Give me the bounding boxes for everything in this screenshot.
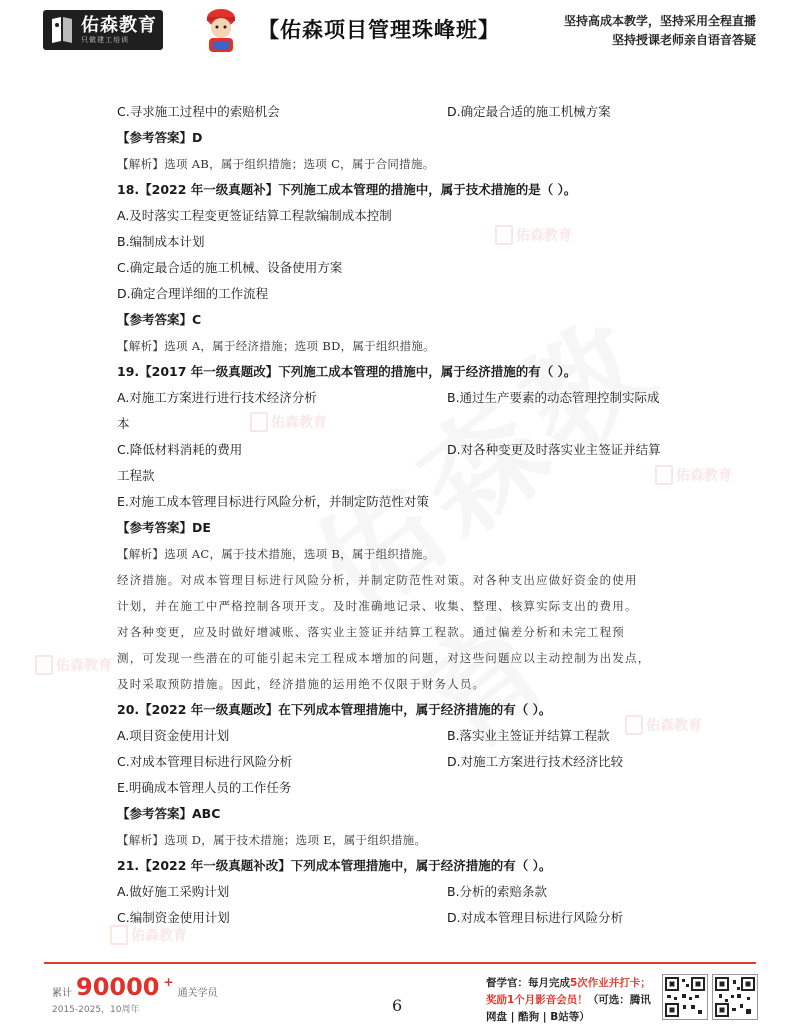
reference-answer: 【参考答案】C: [117, 312, 202, 327]
option-d: D.确定最合适的施工机械方案: [447, 104, 611, 119]
question-stem-21: 21.【2022 年一级真题补改】下列成本管理措施中，属于经济措施的有（ ）。: [117, 858, 552, 873]
promo-text: 督学官：每月完成5次作业并打卡； 奖励1个月影音会员！（可选：腾讯 网盘 | 酷狗 | B站等）: [486, 977, 651, 1023]
student-count: [52, 975, 218, 1015]
option-b-continued: 本: [117, 416, 130, 431]
analysis-extended: 及时采取预防措施。因此，经济措施的运用绝不仅限于财务人员。: [117, 677, 486, 691]
header-slogan: [564, 12, 756, 50]
qr-code-icon: [662, 974, 708, 1020]
option-b: B.通过生产要素的动态管理控制实际成: [447, 390, 660, 405]
question-stem-19: 19.【2017 年一级真题改】下列施工成本管理的措施中，属于经济措施的有（ ）。: [117, 364, 577, 379]
watermark-stamp: 佑森教育: [625, 715, 702, 735]
option-a: A.对施工方案进行进行技术经济分析: [117, 390, 317, 405]
option-d: D.对施工方案进行技术经济比较: [447, 754, 624, 769]
logo-name: 佑森教育: [81, 14, 157, 36]
option-b: B.编制成本计划: [117, 234, 205, 249]
analysis-extended: 对各种变更，应及时做好增减账、落实业主签证并结算工程款。通过偏差分析和未完工程预: [117, 625, 625, 639]
option-d: D.对各种变更及时落实业主签证并结算: [447, 442, 661, 457]
watermark-stamp: 佑森教育: [35, 655, 112, 675]
option-e: E.明确成本管理人员的工作任务: [117, 780, 292, 795]
analysis: 【解析】选项 AB，属于组织措施；选项 C，属于合同措施。: [117, 157, 435, 171]
logo-tagline: 只做建工培训: [81, 35, 129, 44]
option-b: B.分析的索赔条款: [447, 884, 548, 899]
watermark-stamp: 佑森教育: [110, 925, 187, 945]
watermark-stamp: 佑森教育: [250, 412, 327, 432]
option-a: A.及时落实工程变更签证结算工程款编制成本控制: [117, 208, 392, 223]
analysis: 【解析】选项 D，属于技术措施；选项 E，属于组织措施。: [117, 833, 427, 847]
logo: [43, 10, 163, 50]
option-c: C.编制资金使用计划: [117, 910, 230, 925]
count-prefix: 累计: [52, 988, 72, 999]
logo-mark-icon: [49, 15, 75, 45]
option-c: C.降低材料消耗的费用: [117, 442, 243, 457]
page-number: 6: [392, 996, 403, 1015]
count-suffix: 通关学员: [177, 988, 218, 999]
analysis-extended: 经济措施。对成本管理目标进行风险分析，并制定防范性对策。对各种支出应做好资金的使用: [117, 573, 638, 587]
question-stem-18: 18.【2022 年一级真题补】下列施工成本管理的措施中，属于技术措施的是（ ）。: [117, 182, 577, 197]
analysis-extended: 计划，并在施工中严格控制各项开支。及时准确地记录、收集、整理、核算实际支出的费用。: [117, 599, 638, 613]
option-c: C.寻求施工过程中的索赔机会: [117, 104, 280, 119]
reference-answer: 【参考答案】DE: [117, 520, 211, 535]
years-label: 2015-2025，10周年: [52, 1005, 140, 1015]
option-d-continued: 工程款: [117, 468, 155, 483]
option-a: A.项目资金使用计划: [117, 728, 230, 743]
watermark-stamp: 佑森教育: [495, 225, 572, 245]
option-c: C.确定最合适的施工机械、设备使用方案: [117, 260, 343, 275]
option-e: E.对施工成本管理目标进行风险分析，并制定防范性对策: [117, 494, 429, 509]
watermark-stamp: 佑森教育: [655, 465, 732, 485]
slogan-line-2: 坚持授课老师亲自语音答疑: [611, 33, 756, 47]
page-title: 【佑森项目管理珠峰班】: [258, 18, 500, 42]
reference-answer: 【参考答案】ABC: [117, 806, 221, 821]
analysis: 【解析】选项 A，属于经济措施；选项 BD，属于组织措施。: [117, 339, 435, 353]
option-b: B.落实业主签证并结算工程款: [447, 728, 610, 743]
option-c: C.对成本管理目标进行风险分析: [117, 754, 293, 769]
question-stem-20: 20.【2022 年一级真题改】在下列成本管理措施中，属于经济措施的有（ ）。: [117, 702, 552, 717]
page-header: [0, 0, 800, 62]
qr-code-icon: [712, 974, 758, 1020]
analysis-extended: 测，可发现一些潜在的可能引起未完工程成本增加的问题，对这些问题应以主动控制为出发点，: [117, 651, 651, 665]
footer-divider: [44, 962, 756, 964]
reference-answer: 【参考答案】D: [117, 130, 203, 145]
option-d: D.对成本管理目标进行风险分析: [447, 910, 624, 925]
slogan-line-1: 坚持高成本教学，坚持采用全程直播: [563, 14, 756, 28]
mascot-icon: [200, 6, 242, 54]
count-plus: +: [163, 975, 174, 989]
count-number: 90000: [76, 973, 160, 1001]
option-d: D.确定合理详细的工作流程: [117, 286, 269, 301]
option-a: A.做好施工采购计划: [117, 884, 230, 899]
analysis: 【解析】选项 AC，属于技术措施，选项 B，属于组织措施。: [117, 547, 435, 561]
